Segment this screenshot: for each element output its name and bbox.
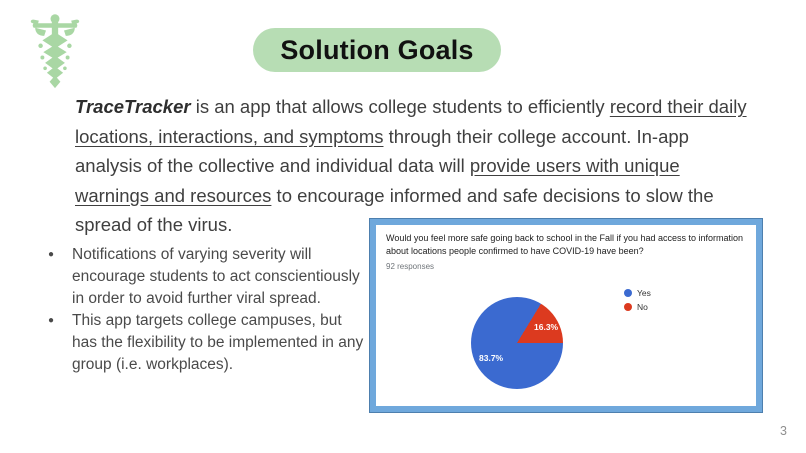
chart-response-count: 92 responses [386,262,435,271]
survey-chart-panel [370,219,762,412]
caduceus-medical-icon [28,12,82,94]
list-item: ● Notifications of varying severity will encourage students to act conscientiously in order to avoid further viral spread. [46,244,364,310]
page-number: 3 [780,424,787,438]
legend-label: Yes [637,288,651,298]
legend-dot-yes [624,289,632,297]
pie-slice-label-yes: 83.7% [479,353,504,363]
list-item: ● This app targets college campuses, but has the flexibility to be implemented in any group (i.e. workplaces). [46,310,364,376]
legend-row-yes [624,288,651,298]
bullet-list [46,244,364,376]
title-banner [253,28,501,72]
pie-chart [471,297,563,389]
page-title: Solution Goals [280,34,474,65]
legend-dot-no [624,303,632,311]
legend-row-no [624,302,651,312]
chart-legend [624,288,651,312]
legend-label: No [637,302,648,312]
chart-question: Would you feel more safe going back to school in the Fall if you had access to information about locations people confirmed to have COVID-19 have been? [386,233,744,256]
pie-slice-label-no: 16.3% [534,322,559,332]
intro-paragraph: TraceTracker is an app that allows college students to efficiently record their daily locations, interactions, and symptoms through their college account. In-app analysis of the collective and individual data will provide users with unique warnings and resources to encourage informed and safe decisions to slow the spread of the virus. [75,96,747,235]
